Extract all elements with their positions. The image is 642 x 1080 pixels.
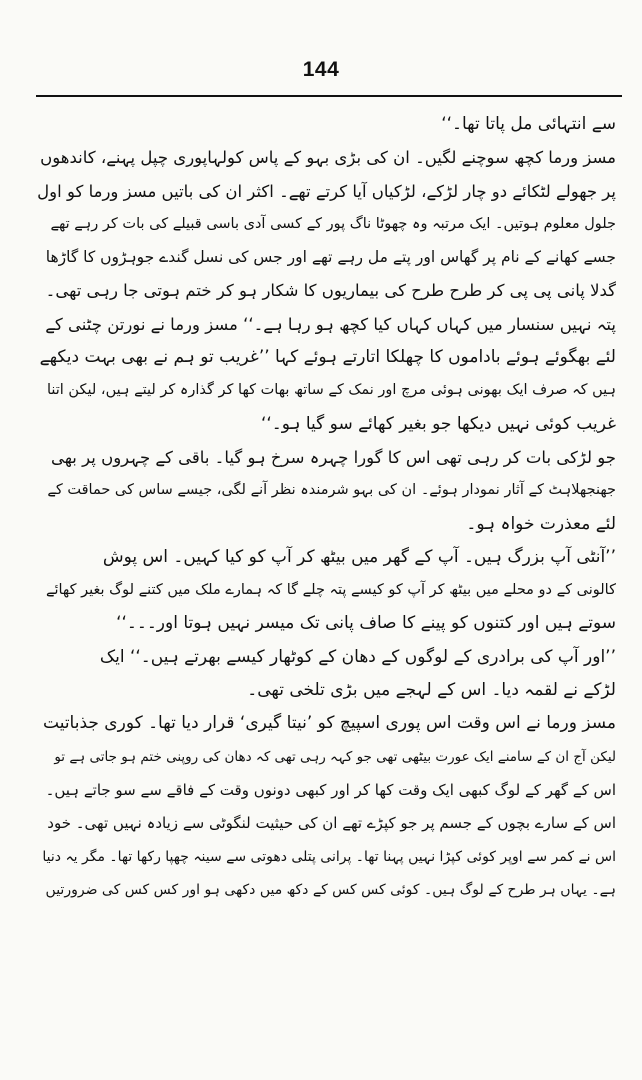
text-line: کالونی کے دو محلے میں بیٹھ کر آپ کو کیسے پتہ چلے گا کہ ہمارے ملک میں کتنے لوگ بغیر کھائے xyxy=(45,582,616,599)
text-line: پر جھولے لٹکائے دو چار لڑکے، لڑکیاں آیا کرتے تھے۔ اکثر ان کی باتیں مسز ورما کو اول xyxy=(37,181,616,201)
text-line: جھنجھلاہٹ کے آثار نمودار ہوئے۔ ان کی بہو شرمندہ نظر آنے لگی، جیسے ساس کی حماقت کے xyxy=(47,482,616,499)
text-line: جلول معلوم ہوتیں۔ ایک مرتبہ وہ چھوٹا ناگ پور کے کسی آدی باسی قبیلے کی بات کر رہے تھے xyxy=(50,215,616,232)
text-line: سوتے ہیں اور کتنوں کو پینے کا صاف پانی تک میسر نہیں ہوتا اور۔۔۔‘‘ xyxy=(116,613,616,634)
text-line: اس کے سارے بچوں کے جسم پر جو کپڑے تھے ان کی حیثیت لنگوٹی سے زیادہ نہیں تھی۔ خود xyxy=(47,814,616,833)
text-line: ’’آنٹی آپ بزرگ ہیں۔ آپ کے گھر میں بیٹھ کر آپ کو کیا کہیں۔ اس پوش xyxy=(102,546,616,567)
page-number: 144 xyxy=(302,58,340,81)
header-rule xyxy=(36,95,622,97)
text-line: سے انتہائی مل پاتا تھا۔‘‘ xyxy=(441,114,616,134)
text-line: ہیں کہ صرف ایک بھونی ہوئی مرچ اور نمک کے ساتھ بھات کھا کر گذارہ کر لیتے ہیں، لیکن اتنا xyxy=(46,382,616,399)
text-line: جسے کھانے کے نام پر گھاس اور پتے مل رہے تھے اور جس کی نسل گندے جوہڑوں کا گاڑھا xyxy=(45,248,616,267)
text-line: پتہ نہیں سنسار میں کہاں کہاں کیا کچھ ہو رہا ہے۔‘‘ مسز ورما نے نورتن چٹنی کے xyxy=(45,314,616,334)
text-line: ’’اور آپ کی برادری کے لوگوں کے دھان کے کوٹھار کیسے بھرتے ہیں۔‘‘ ایک xyxy=(99,646,616,667)
text-line: گدلا پانی پی پی کر طرح طرح کی بیماریوں کا شکار ہو کر ختم ہوتی جا رہی تھی۔ xyxy=(45,281,616,301)
text-line: اس نے کمر سے اوپر کوئی کپڑا نہیں پہنا تھا۔ پرانی پتلی دھوتی سے سینہ چھپا رکھا تھا۔ مگر یہ دنیا xyxy=(42,848,616,865)
text-line: لئے معذرت خواہ ہو۔ xyxy=(466,513,616,534)
text-line: غریب کوئی نہیں دیکھا جو بغیر کھائے سو گیا ہو۔‘‘ xyxy=(260,413,616,434)
text-line: مسز ورما کچھ سوچنے لگیں۔ ان کی بڑی بہو کے پاس کولہاپوری چپل پہنے، کاندھوں xyxy=(40,148,616,168)
text-line: لئے بھگوئے ہوئے باداموں کا چھلکا اتارتے ہوئے کہا ’’غریب تو ہم نے بھی بہت دیکھے xyxy=(39,347,616,368)
text-line: ہے۔ یہاں ہر طرح کے لوگ ہیں۔ کوئی کس کس کے دکھ میں دکھی ہو اور کس کس کی ضرورتیں xyxy=(45,881,616,898)
body-text xyxy=(36,108,616,907)
text-line: مسز ورما نے اس وقت اس پوری اسپیچ کو ’نیتا گیری‘ قرار دیا تھا۔ کوری جذباتیت xyxy=(43,713,616,734)
text-line: لڑکے نے لقمہ دیا۔ اس کے لہجے میں بڑی تلخی تھی۔ xyxy=(247,680,616,701)
text-line: اس کے گھر کے لوگ کبھی ایک وقت کھا کر اور کبھی دونوں وقت کے فاقے سے سو جاتے ہیں۔ xyxy=(45,780,616,799)
text-line: لیکن آج ان کے سامنے ایک عورت بیٹھی تھی جو کہہ رہی تھی کہ دھان کی روپنی ختم ہو جاتی ہے تو xyxy=(54,748,616,765)
text-line: جو لڑکی بات کر رہی تھی اس کا گورا چہرہ سرخ ہو گیا۔ باقی کے چہروں پر بھی xyxy=(50,447,616,467)
